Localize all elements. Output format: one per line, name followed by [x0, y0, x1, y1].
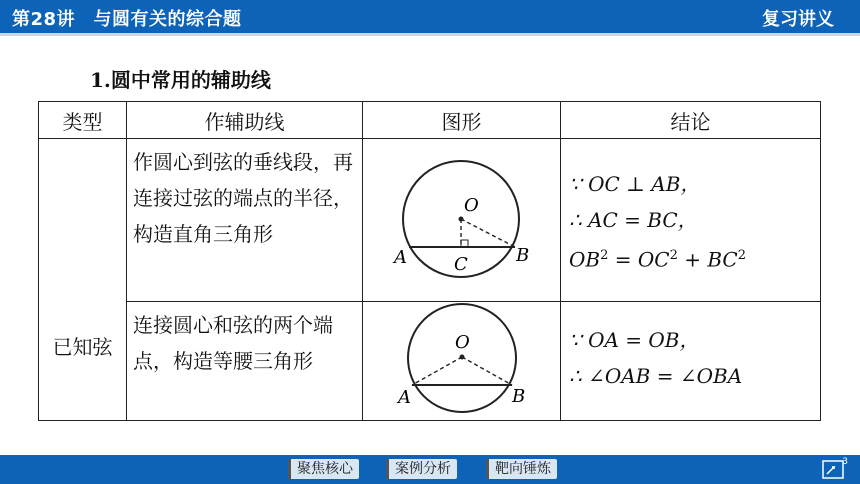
- header-type: 类型: [39, 102, 127, 139]
- header-aux-line: 作辅助线: [127, 102, 363, 139]
- label-a: A: [393, 247, 407, 268]
- header-figure: 图形: [363, 102, 561, 139]
- center-point: [458, 217, 463, 222]
- section-heading: 1.圆中常用的辅助线: [90, 68, 271, 92]
- radius-ob: [461, 219, 515, 247]
- table-header-row: [39, 102, 821, 139]
- type-label: 已知弦: [52, 335, 113, 359]
- right-angle-mark: [461, 240, 468, 247]
- table-row: [39, 302, 821, 421]
- focus-core-button[interactable]: 聚焦核心: [288, 459, 359, 479]
- figure-cell: [363, 139, 561, 302]
- label-b: B: [515, 245, 529, 266]
- conclusion-cell: [561, 302, 821, 421]
- conclusion-line: ∵ OA = OB，: [569, 328, 700, 352]
- conclusion-line: ∴ AC = BC，: [569, 208, 698, 232]
- auxiliary-lines-table: [38, 101, 821, 421]
- pythagorean-formula: $OB^2 = OC^2 + BC^2$: [569, 247, 746, 272]
- type-cell: [39, 139, 127, 421]
- case-analysis-button[interactable]: 案例分析: [386, 459, 457, 479]
- review-notes-label: 复习讲义: [762, 9, 834, 30]
- footer-bar: [0, 455, 860, 484]
- conclusion-cell: [561, 139, 821, 302]
- aux-line-text: 连接圆心和弦的两个端点，构造等腰三角形: [127, 302, 363, 421]
- header-rule: [0, 33, 860, 36]
- center-point: [459, 355, 464, 360]
- page-number: 3: [842, 457, 848, 467]
- targeted-practice-button[interactable]: 靶向锤炼: [486, 459, 557, 479]
- header-conclusion: 结论: [561, 102, 821, 139]
- label-b: B: [511, 386, 525, 407]
- header-bar: [0, 0, 860, 33]
- perpendicular-figure: [364, 143, 560, 293]
- aux-line-text: 作圆心到弦的垂线段，再连接过弦的端点的半径，构造直角三角形: [127, 139, 363, 302]
- radius-oa: [412, 357, 462, 385]
- radius-ob: [462, 357, 512, 385]
- lecture-title: 第28讲 与圆有关的综合题: [12, 9, 242, 30]
- conclusion-line: ∴ ∠OAB = ∠OBA: [569, 364, 743, 388]
- label-c: C: [453, 254, 468, 275]
- figure-cell: [363, 302, 561, 421]
- conclusion-line: ∵ OC ⊥ AB，: [569, 172, 701, 196]
- table-row: [39, 139, 821, 302]
- label-a: A: [397, 387, 411, 408]
- label-o: O: [454, 332, 470, 353]
- label-o: O: [463, 195, 479, 216]
- isosceles-figure: [364, 302, 560, 416]
